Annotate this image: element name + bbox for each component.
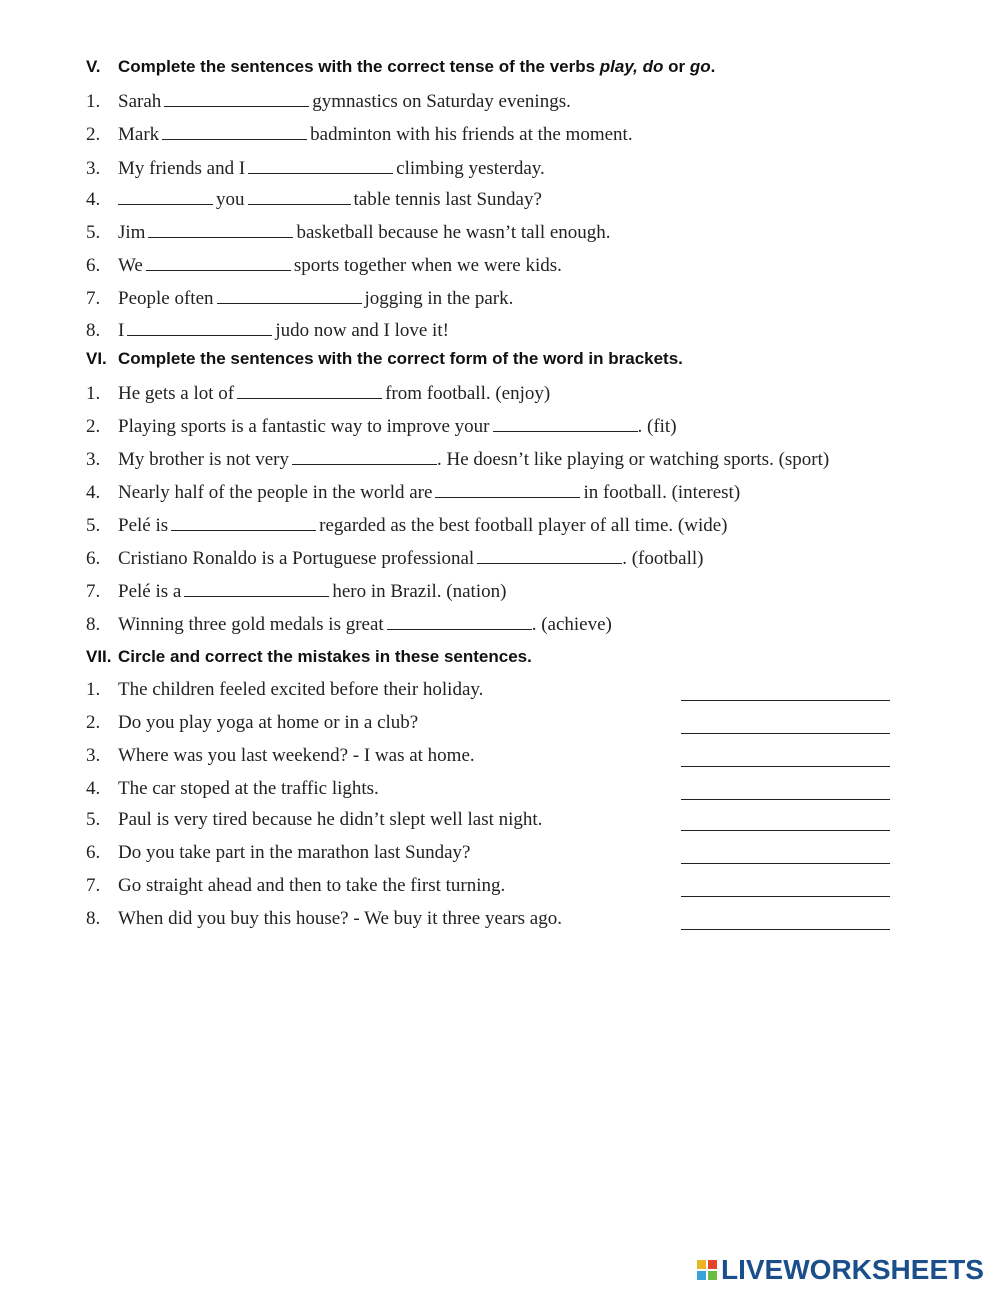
item-number: 1. <box>86 679 101 700</box>
item-sentence: The children feeled excited before their holiday. <box>118 679 484 700</box>
correction-answer-line[interactable] <box>681 766 890 767</box>
item-number: 5. <box>86 222 101 243</box>
item-number: 1. <box>86 91 101 112</box>
item-sentence: Where was you last weekend? - I was at home. <box>118 745 475 766</box>
answer-blank[interactable] <box>387 612 532 630</box>
v-item-3 <box>86 156 545 180</box>
item-text-after: from football. (enjoy) <box>385 383 551 404</box>
item-text-before: I <box>118 320 125 341</box>
v-item-1 <box>86 89 571 113</box>
section-v-numeral: V. <box>86 57 101 76</box>
item-number: 6. <box>86 255 101 276</box>
vi-item-4 <box>86 480 740 504</box>
item-number: 4. <box>86 189 101 210</box>
answer-blank[interactable] <box>146 253 291 271</box>
item-text-before: Pelé is <box>118 515 169 536</box>
item-sentence: Paul is very tired because he didn’t slept well last night. <box>118 809 543 830</box>
correction-answer-line[interactable] <box>681 830 890 831</box>
item-text-after: sports together when we were kids. <box>293 255 562 276</box>
vii-item-2 <box>86 712 418 734</box>
item-text-after: . (achieve) <box>531 614 612 635</box>
item-text-before: Sarah <box>118 91 162 112</box>
section-v-title-end: . <box>710 57 716 76</box>
logo-block-blue <box>697 1271 706 1280</box>
item-number: 2. <box>86 712 101 733</box>
vii-item-7 <box>86 875 505 897</box>
answer-blank[interactable] <box>164 89 309 107</box>
item-text-before: Playing sports is a fantastic way to improve your <box>118 416 490 437</box>
correction-answer-line[interactable] <box>681 929 890 930</box>
vi-item-5 <box>86 513 727 537</box>
vii-item-8 <box>86 908 562 930</box>
item-number: 2. <box>86 124 101 145</box>
item-text-after: . He doesn’t like playing or watching sports. (sport) <box>436 449 830 470</box>
logo-block-green <box>708 1271 717 1280</box>
item-text-after: regarded as the best football player of all time. (wide) <box>319 515 728 536</box>
item-text-after: climbing yesterday. <box>396 158 545 179</box>
answer-blank-1[interactable] <box>118 187 213 205</box>
vi-item-6 <box>86 546 703 570</box>
vi-item-1 <box>86 381 550 405</box>
answer-blank[interactable] <box>217 286 362 304</box>
answer-blank[interactable] <box>248 156 393 174</box>
logo-text: LIVEWORKSHEETS <box>721 1254 984 1285</box>
v-item-6 <box>86 253 562 277</box>
item-text-before: Mark <box>118 124 160 145</box>
correction-answer-line[interactable] <box>681 733 890 734</box>
vii-item-3 <box>86 745 475 767</box>
liveworksheets-logo <box>697 1254 984 1286</box>
correction-answer-line[interactable] <box>681 896 890 897</box>
correction-answer-line[interactable] <box>681 799 890 800</box>
section-vii-numeral: VII. <box>86 647 112 666</box>
item-text-before: Winning three gold medals is great <box>118 614 384 635</box>
answer-blank[interactable] <box>493 414 638 432</box>
item-text-after: hero in Brazil. (nation) <box>332 581 507 602</box>
item-text-after: table tennis last Sunday? <box>353 189 542 210</box>
section-v-title-or: or <box>663 57 690 76</box>
answer-blank[interactable] <box>148 220 293 238</box>
item-text-before: Pelé is a <box>118 581 182 602</box>
item-sentence: Do you play yoga at home or in a club? <box>118 712 419 733</box>
item-text-before: My friends and I <box>118 158 246 179</box>
item-text-after: . (fit) <box>637 416 677 437</box>
item-sentence: The car stoped at the traffic lights. <box>118 778 379 799</box>
vi-item-8 <box>86 612 612 636</box>
answer-blank[interactable] <box>184 579 329 597</box>
v-item-8 <box>86 318 449 342</box>
section-v-title-go: go <box>689 57 711 76</box>
item-text-after: jogging in the park. <box>364 288 514 309</box>
item-text-after: judo now and I love it! <box>275 320 449 341</box>
item-number: 7. <box>86 875 101 896</box>
answer-blank[interactable] <box>237 381 382 399</box>
v-item-5 <box>86 220 611 244</box>
vii-item-6 <box>86 842 470 864</box>
correction-answer-line[interactable] <box>681 700 890 701</box>
logo-block-yellow <box>697 1260 706 1269</box>
section-vii-heading <box>86 647 532 667</box>
item-number: 3. <box>86 745 101 766</box>
item-number: 8. <box>86 614 101 635</box>
section-v-title-verbs: play, do <box>599 57 664 76</box>
section-vi-heading <box>86 349 683 369</box>
item-sentence: Do you take part in the marathon last Sunday? <box>118 842 471 863</box>
item-number: 2. <box>86 416 101 437</box>
section-vii-title: Circle and correct the mistakes in these sentences. <box>118 647 532 666</box>
item-text-after: . (football) <box>622 548 704 569</box>
answer-blank[interactable] <box>477 546 622 564</box>
correction-answer-line[interactable] <box>681 863 890 864</box>
item-number: 5. <box>86 809 101 830</box>
item-number: 8. <box>86 908 101 929</box>
answer-blank[interactable] <box>127 318 272 336</box>
item-number: 4. <box>86 482 101 503</box>
v-item-7 <box>86 286 513 310</box>
answer-blank[interactable] <box>162 122 307 140</box>
item-text-after: in football. (interest) <box>583 482 741 503</box>
logo-blocks-icon <box>697 1260 717 1280</box>
item-text-before: Nearly half of the people in the world are <box>118 482 433 503</box>
item-number: 7. <box>86 581 101 602</box>
answer-blank[interactable] <box>171 513 316 531</box>
answer-blank[interactable] <box>292 447 437 465</box>
vi-item-3 <box>86 447 829 471</box>
section-v-heading <box>86 57 715 77</box>
item-text-before: He gets a lot of <box>118 383 235 404</box>
answer-blank[interactable] <box>435 480 580 498</box>
item-text-before: We <box>118 255 143 276</box>
item-text-middle: you <box>216 189 245 210</box>
v-item-4 <box>86 187 542 211</box>
v-item-2 <box>86 122 633 146</box>
item-number: 3. <box>86 449 101 470</box>
item-text-after: badminton with his friends at the moment. <box>310 124 633 145</box>
section-vi-numeral: VI. <box>86 349 107 368</box>
vii-item-1 <box>86 679 483 701</box>
item-sentence: Go straight ahead and then to take the first turning. <box>118 875 506 896</box>
section-vi-title: Complete the sentences with the correct form of the word in brackets. <box>118 349 683 368</box>
item-number: 7. <box>86 288 101 309</box>
item-sentence: When did you buy this house? - We buy it three years ago. <box>118 908 562 929</box>
item-number: 4. <box>86 778 101 799</box>
item-text-before: People often <box>118 288 214 309</box>
section-v-title: Complete the sentences with the correct tense of the verbs <box>118 57 600 76</box>
item-text-before: My brother is not very <box>118 449 289 470</box>
item-text-before: Jim <box>118 222 146 243</box>
logo-block-red <box>708 1260 717 1269</box>
item-text-before: Cristiano Ronaldo is a Portuguese professional <box>118 548 475 569</box>
vi-item-7 <box>86 579 506 603</box>
item-number: 8. <box>86 320 101 341</box>
item-number: 1. <box>86 383 101 404</box>
vii-item-5 <box>86 809 542 831</box>
item-number: 6. <box>86 548 101 569</box>
answer-blank-2[interactable] <box>248 187 351 205</box>
item-number: 6. <box>86 842 101 863</box>
item-text-after: gymnastics on Saturday evenings. <box>312 91 571 112</box>
item-number: 5. <box>86 515 101 536</box>
item-number: 3. <box>86 158 101 179</box>
vi-item-2 <box>86 414 677 438</box>
vii-item-4 <box>86 778 379 800</box>
item-text-after: basketball because he wasn’t tall enough. <box>296 222 611 243</box>
